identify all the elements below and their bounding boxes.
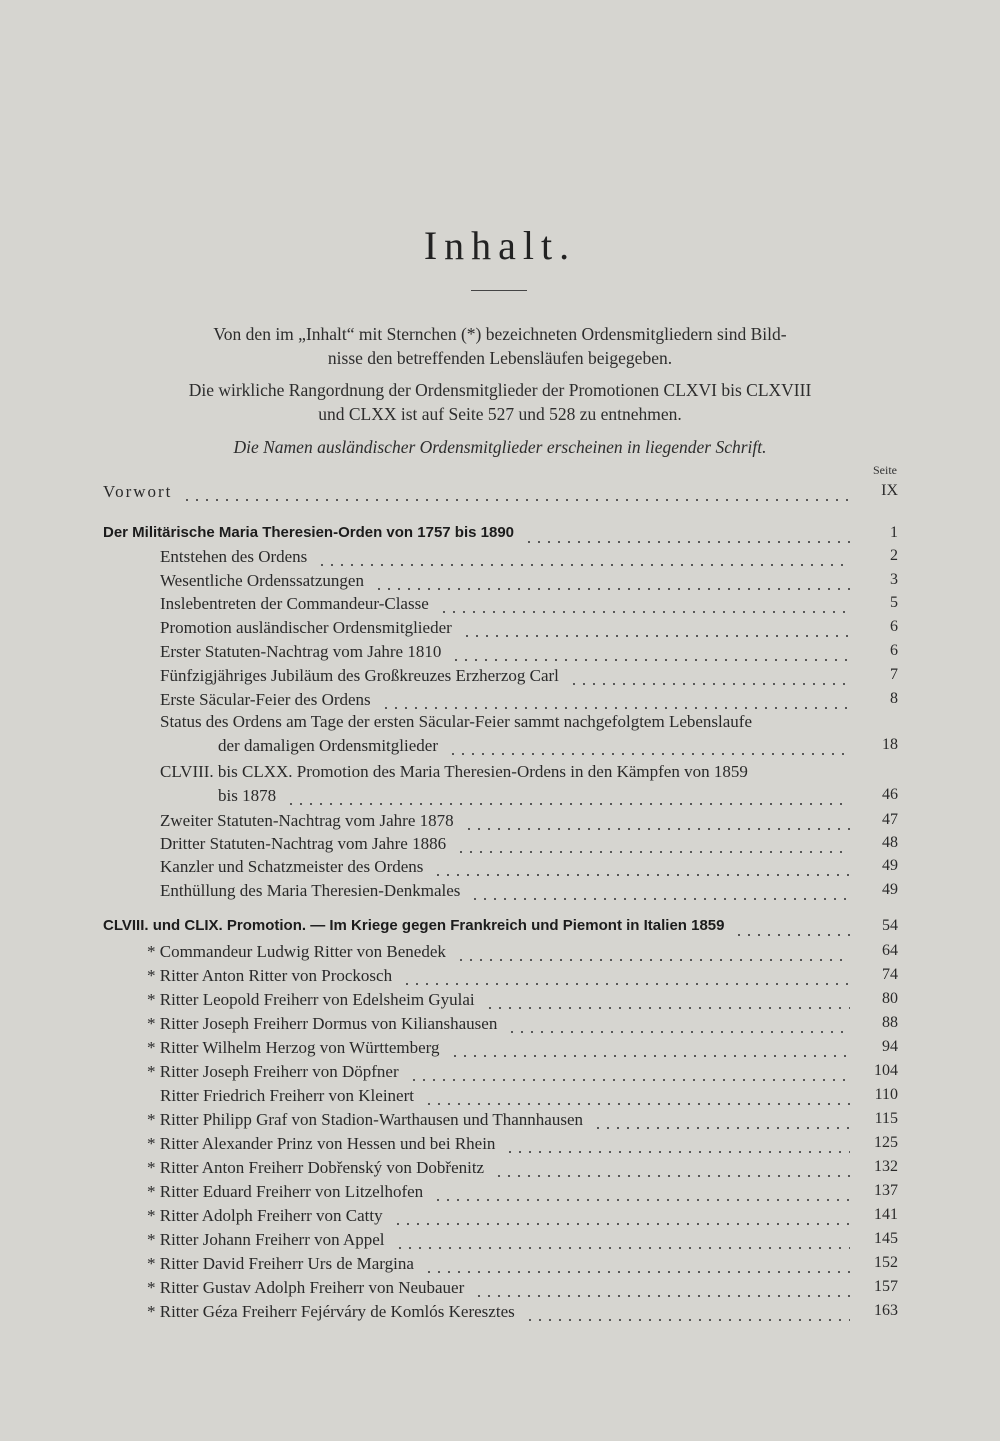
toc-entry-page: 145 [874, 1230, 898, 1247]
toc-entry-title: * Ritter Wilhelm Herzog von Württemberg [147, 1038, 440, 1057]
toc-entry [0, 1206, 1000, 1230]
toc-entry-continuation-row [0, 786, 1000, 810]
toc-entry-page: 80 [882, 990, 898, 1007]
toc-entry-continuation: der damaligen Ordensmitglieder [218, 736, 438, 755]
toc-entry-page: 8 [890, 690, 898, 707]
toc-entry-title: Fünfzigjähriges Jubiläum des Großkreuzes Erzherzog Carl [160, 666, 559, 685]
title-rule [471, 290, 527, 291]
toc-entry-page: 48 [882, 834, 898, 851]
toc-entry-page: 152 [874, 1254, 898, 1271]
toc-entry [0, 966, 1000, 990]
toc-entry-page: 5 [890, 594, 898, 611]
toc-entry-title: * Ritter Leopold Freiherr von Edelsheim Gyulai [147, 990, 475, 1009]
toc-entry-page: 88 [882, 1014, 898, 1031]
toc-entry [0, 482, 1000, 506]
toc-entry [0, 834, 1000, 858]
toc-entry-continuation: bis 1878 [218, 786, 277, 805]
note-line-1: Von den im „Inhalt“ mit Sternchen (*) bezeichneten Ordensmitgliedern sind Bild- [213, 324, 787, 344]
leader-dots [464, 828, 850, 830]
toc-entry-title: * Ritter Adolph Freiherr von Catty [147, 1206, 383, 1225]
toc-entry-page: 115 [874, 1110, 898, 1127]
leader-dots [448, 753, 850, 755]
leader-dots [393, 1223, 850, 1225]
toc-entry-page: 110 [874, 1086, 898, 1103]
toc-entry [0, 1014, 1000, 1038]
toc-entry-title: Wesentliche Ordenssatzungen [160, 571, 364, 590]
toc-entry [0, 1230, 1000, 1254]
toc-entry-title: * Ritter Joseph Freiherr von Döpfner [147, 1062, 399, 1081]
note-line-2: nisse den betreffenden Lebensläufen beigegeben. [327, 348, 673, 368]
leader-dots [734, 934, 850, 936]
toc-entry-page: 49 [882, 857, 898, 874]
toc-entry [0, 594, 1000, 618]
toc-entry-title: * Ritter Eduard Freiherr von Litzelhofen [147, 1182, 424, 1201]
toc-entry [0, 1134, 1000, 1158]
toc-entry [0, 666, 1000, 690]
toc-entry-page: 47 [882, 811, 898, 828]
toc-entry [0, 881, 1000, 905]
toc-entry-title: Entstehen des Ordens [160, 547, 308, 566]
toc-entry-page: 2 [890, 547, 898, 564]
toc-entry-title: * Ritter Joseph Freiherr Dormus von Kilianshausen [147, 1014, 498, 1033]
leader-dots [433, 874, 850, 876]
toc-entry-title: Zweiter Statuten-Nachtrag vom Jahre 1878 [160, 811, 454, 830]
toc-entry-page: 157 [874, 1278, 898, 1295]
leader-dots [456, 851, 850, 853]
toc-entry-title: * Ritter Philipp Graf von Stadion-Warthausen und Thannhausen [147, 1110, 583, 1129]
toc-entry-page: 141 [874, 1206, 898, 1223]
toc-entry [0, 917, 1000, 941]
note-line-5-italic: Die Namen ausländischer Ordensmitglieder erscheinen in liegender Schrift. [233, 437, 767, 457]
toc-entry-title: Vorwort [103, 482, 173, 501]
toc-entry [0, 618, 1000, 642]
leader-dots [470, 898, 850, 900]
leader-dots [451, 659, 850, 661]
leader-dots [439, 611, 850, 613]
toc-entry-title: Status des Ordens am Tage der ersten Säcular-Feier sammt nachgefolgtem Lebenslaufe [160, 712, 753, 731]
toc-entry-title: * Ritter Gustav Adolph Freiherr von Neubauer [147, 1278, 465, 1297]
leader-dots [474, 1295, 850, 1297]
toc-entry-page: 54 [882, 917, 898, 934]
toc-entry [0, 942, 1000, 966]
toc-entry [0, 990, 1000, 1014]
toc-entry [0, 1158, 1000, 1182]
toc-entry-page: 132 [874, 1158, 898, 1175]
toc-entry-title: Dritter Statuten-Nachtrag vom Jahre 1886 [160, 834, 447, 853]
note-line-3: Die wirkliche Rangordnung der Ordensmitglieder der Promotionen CLXVI bis CLXVIII [188, 380, 812, 400]
leader-dots [424, 1103, 850, 1105]
toc-entry-title: Erste Säcular-Feier des Ordens [160, 690, 371, 709]
toc-entry-page: 94 [882, 1038, 898, 1055]
toc-entry-title: CLVIII. und CLIX. Promotion. — Im Kriege gegen Frankreich und Piemont in Italien 1859 [103, 917, 725, 934]
toc-entry [0, 1182, 1000, 1206]
toc-entry-title: Erster Statuten-Nachtrag vom Jahre 1810 [160, 642, 442, 661]
toc-entry [0, 1038, 1000, 1062]
toc-entry-title: * Ritter Anton Freiherr Dobřenský von Dobřenitz [147, 1158, 485, 1177]
leader-dots [505, 1151, 850, 1153]
toc-entry-page: 6 [890, 618, 898, 635]
toc-entry [0, 1254, 1000, 1278]
toc-entry-page: 64 [882, 942, 898, 959]
leader-dots [485, 1007, 850, 1009]
toc-entry-title: * Ritter David Freiherr Urs de Margina [147, 1254, 414, 1273]
toc-entry-page: 125 [874, 1134, 898, 1151]
toc-entry [0, 690, 1000, 714]
leader-dots [374, 588, 850, 590]
leader-dots [593, 1127, 850, 1129]
toc-entry-title: Kanzler und Schatzmeister des Ordens [160, 857, 424, 876]
toc-entry-title: * Ritter Anton Ritter von Prockosch [147, 966, 393, 985]
toc-entry-title: CLVIII. bis CLXX. Promotion des Maria Theresien-Ordens in den Kämpfen von 1859 [160, 762, 748, 781]
toc-entry-continuation-row [0, 736, 1000, 760]
page-title: Inhalt. [423, 223, 577, 268]
toc-entry-page: 74 [882, 966, 898, 983]
toc-entry-page: 18 [882, 736, 898, 753]
seite-column-header: Seite [873, 463, 897, 477]
toc-entry [0, 642, 1000, 666]
toc-entry [0, 571, 1000, 595]
toc-entry [0, 547, 1000, 571]
leader-dots [494, 1175, 850, 1177]
toc-entry-page: 104 [874, 1062, 898, 1079]
leader-dots [462, 635, 850, 637]
toc-entry-title: * Commandeur Ludwig Ritter von Benedek [147, 942, 446, 961]
toc-entry [0, 1302, 1000, 1326]
leader-dots [286, 803, 850, 805]
toc-entry-title: Enthüllung des Maria Theresien-Denkmales [160, 881, 461, 900]
toc-entry-title: * Ritter Géza Freiherr Fejérváry de Komlós Keresztes [147, 1302, 515, 1321]
leader-dots [433, 1199, 850, 1201]
leader-dots [409, 1079, 850, 1081]
toc-entry [0, 762, 1000, 786]
toc-entry [0, 712, 1000, 736]
toc-entry-title: Inslebentreten der Commandeur-Classe [160, 594, 429, 613]
toc-entry-title: * Ritter Johann Freiherr von Appel [147, 1230, 385, 1249]
leader-dots [402, 983, 850, 985]
toc-entry [0, 1086, 1000, 1110]
leader-dots [524, 541, 850, 543]
toc-entry-page: 49 [882, 881, 898, 898]
toc-entry [0, 857, 1000, 881]
toc-entry-title: Der Militärische Maria Theresien-Orden von 1757 bis 1890 [103, 524, 515, 541]
toc-entry [0, 811, 1000, 835]
toc-entry-page: 6 [890, 642, 898, 659]
toc-entry-page: 3 [890, 571, 898, 588]
toc-entry-page: 137 [874, 1182, 898, 1199]
toc-entry-title: Promotion ausländischer Ordensmitglieder [160, 618, 452, 637]
leader-dots [507, 1031, 850, 1033]
leader-dots [525, 1319, 850, 1321]
leader-dots [381, 707, 850, 709]
toc-entry [0, 1110, 1000, 1134]
toc-entry [0, 524, 1000, 548]
toc-entry-title: * Ritter Alexander Prinz von Hessen und bei Rhein [147, 1134, 496, 1153]
toc-entry-page: 163 [874, 1302, 898, 1319]
leader-dots [182, 499, 850, 501]
leader-dots [395, 1247, 851, 1249]
toc-entry-page: 7 [890, 666, 898, 683]
leader-dots [450, 1055, 850, 1057]
toc-entry [0, 1278, 1000, 1302]
leader-dots [569, 683, 850, 685]
leader-dots [317, 564, 850, 566]
toc-entry-page: 46 [882, 786, 898, 803]
toc-entry-page: 1 [890, 524, 898, 541]
toc-entry-title: Ritter Friedrich Freiherr von Kleinert [160, 1086, 414, 1105]
toc-entry [0, 1062, 1000, 1086]
leader-dots [424, 1271, 850, 1273]
leader-dots [456, 959, 850, 961]
toc-entry-page: IX [881, 482, 898, 499]
note-line-4: und CLXX ist auf Seite 527 und 528 zu entnehmen. [318, 404, 682, 424]
